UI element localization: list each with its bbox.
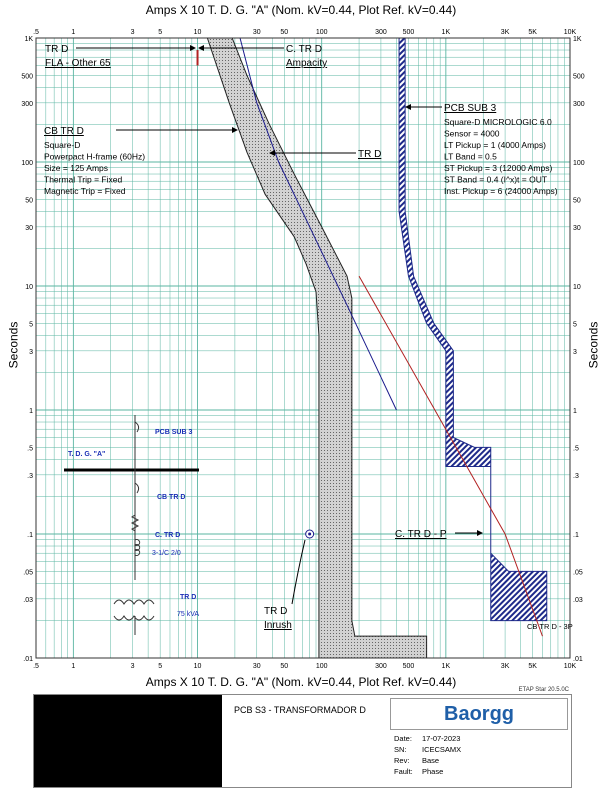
x-tick-label-bottom: 100 [315, 663, 328, 670]
annotations [44, 44, 573, 631]
annotation-pcb: Sensor = 4000 [444, 128, 500, 139]
annotation-pcb: Inst. Pickup = 6 (24000 Amps) [444, 186, 558, 196]
y-tick-label-left: 1K [24, 36, 33, 43]
x-tick-label-bottom: 1K [441, 663, 451, 670]
sn-label: SN: [394, 745, 407, 754]
y-tick-label-left: 10 [25, 284, 33, 291]
redacted-area [34, 695, 222, 787]
cable-label: C. TR D [155, 532, 181, 539]
x-tick-label-bottom: 500 [402, 663, 415, 670]
x-tick-label-bottom: 3K [500, 663, 510, 670]
y-tick-label-right: 100 [573, 160, 585, 167]
y-tick-label-left: 500 [21, 73, 33, 81]
annotation-ctrd_amp: C. TR D [286, 44, 322, 55]
pcb-breaker-symbol [135, 422, 139, 432]
fault-value: Phase [422, 767, 444, 776]
annotation-pcb: ST Pickup = 3 (12000 Amps) [444, 163, 553, 173]
y-tick-label-right: .01 [573, 656, 583, 663]
annotation-pcb: Square-D MICROLOGIC 6.0 [444, 117, 552, 127]
rev-value: Base [422, 756, 440, 765]
y-axis-label-left: Seconds [6, 321, 21, 369]
fault-label: Fault: [394, 767, 413, 776]
y-tick-label-left: 3 [29, 348, 33, 356]
y-tick-label-right: .03 [573, 596, 583, 604]
annotation-cbtrd: Magnetic Trip = Fixed [44, 186, 126, 196]
x-tick-label-bottom: .5 [33, 663, 39, 670]
x-tick-label-top: 5 [158, 29, 163, 36]
y-axis-label-right: Seconds [586, 321, 601, 369]
y-tick-label-left: 5 [29, 321, 33, 329]
x-tick-label-bottom: 10K [563, 663, 577, 670]
x-tick-label-bottom: 1 [71, 663, 76, 670]
x-tick-label-bottom: 50 [280, 663, 289, 670]
y-tick-label-right: 3 [573, 348, 577, 356]
y-tick-label-left: 30 [25, 224, 33, 232]
xfmr-label: TR D [180, 594, 197, 601]
y-tick-label-left: .5 [27, 445, 33, 453]
sn-value: ICECSAMX [422, 745, 462, 754]
y-tick-label-left: 50 [25, 197, 33, 205]
trd-inrush-point-center [308, 533, 311, 536]
y-tick-label-right: 1K [573, 36, 582, 43]
date-label: Date: [394, 734, 412, 743]
y-tick-label-right: 30 [573, 224, 581, 232]
y-tick-label-left: 100 [21, 160, 33, 167]
annotation-pcb: LT Band = 0.5 [444, 151, 497, 162]
x-tick-label-bottom: 5 [158, 663, 163, 670]
x-tick-label-bottom: 300 [375, 663, 387, 670]
title-block [33, 694, 572, 788]
x-tick-label-top: .5 [33, 29, 39, 36]
bus-label: T. D. G. "A" [68, 451, 106, 458]
xfmr-rating: 75 kVA [177, 611, 200, 618]
y-tick-label-left: 300 [21, 100, 33, 108]
arrow-pcb [405, 104, 411, 110]
annotation-ctrd_amp: Ampacity [286, 58, 328, 69]
x-axis-title-top: Amps X 10 T. D. G. "A" (Nom. kV=0.44, Plot Ref. kV=0.44) [145, 3, 457, 17]
annotation-cbtrd: Size = 125 Amps [44, 163, 109, 173]
x-tick-label-top: 300 [375, 29, 387, 36]
company-logo: Baorgg [390, 698, 568, 730]
y-tick-label-right: 5 [573, 321, 577, 329]
x-tick-label-top: 500 [402, 29, 415, 36]
etap-version: ETAP Star 20.5.0C [518, 687, 569, 693]
x-tick-label-top: 3K [500, 29, 510, 36]
y-tick-label-left: .03 [23, 596, 33, 604]
y-tick-label-left: .1 [27, 532, 33, 539]
y-tick-label-right: 50 [573, 197, 581, 205]
annotation-trd_fla: FLA - Other 65 [45, 58, 111, 69]
annotation-pcb: LT Pickup = 1 (4000 Amps) [444, 140, 546, 150]
x-tick-label-top: 1 [71, 29, 76, 36]
arrow-ctrdp [477, 530, 483, 536]
annotation-cbtrd: Square-D [44, 140, 81, 150]
y-tick-label-right: 10 [573, 284, 581, 291]
annotation-cbtrd: CB TR D [44, 126, 84, 137]
x-tick-label-top: 100 [315, 29, 328, 36]
date-value: 17-07-2023 [422, 734, 461, 743]
x-tick-label-top: 1K [441, 29, 451, 36]
annotation-inrush: TR D [264, 606, 288, 617]
y-tick-label-right: 500 [573, 73, 585, 81]
y-tick-label-left: .01 [23, 656, 33, 663]
x-tick-label-top: 30 [252, 29, 261, 36]
y-tick-label-left: 1 [29, 408, 33, 415]
cb-label: CB TR D [157, 494, 186, 501]
annotation-pcb: PCB SUB 3 [444, 103, 497, 114]
y-tick-label-right: .1 [573, 532, 579, 539]
y-tick-label-left: .05 [23, 569, 33, 577]
annotation-pcb: ST Band = 0.4 (I^x)t = OUT [444, 174, 548, 185]
annotation-trd_fla: TR D [45, 44, 69, 55]
cable-spec: 3-1/C 2/0 [152, 550, 181, 557]
one-line-diagram [64, 415, 199, 635]
x-tick-label-top: 5K [528, 29, 537, 36]
annotation-cbtrd: Thermal Trip = Fixed [44, 174, 123, 185]
y-tick-label-right: .5 [573, 445, 579, 453]
y-tick-label-right: .05 [573, 569, 583, 577]
x-tick-label-top: 3 [130, 29, 135, 36]
x-tick-label-bottom: 10 [193, 663, 202, 670]
pcb-label: PCB SUB 3 [155, 429, 193, 436]
study-meta [394, 733, 461, 777]
x-tick-label-top: 50 [280, 29, 289, 36]
annotation-inrush: Inrush [264, 620, 292, 631]
y-tick-label-left: .3 [27, 472, 33, 480]
x-tick-label-bottom: 5K [528, 663, 537, 670]
cb-trd-band [207, 38, 426, 658]
y-tick-label-right: .3 [573, 472, 579, 480]
x-tick-label-top: 10K [563, 29, 577, 36]
annotation-trd: TR D [358, 149, 382, 160]
x-tick-label-bottom: 30 [252, 663, 261, 670]
annotation-ctrdp: C. TR D - P [395, 529, 447, 540]
study-description: PCB S3 - TRANSFORMADOR D [234, 705, 366, 715]
cb-breaker-symbol [135, 483, 139, 493]
x-tick-label-bottom: 3 [130, 663, 135, 670]
rev-label: Rev: [394, 756, 410, 765]
x-tick-label-top: 10 [193, 29, 202, 36]
annotation-cbtrd: Powerpact H-frame (60Hz) [44, 151, 146, 162]
y-tick-label-right: 300 [573, 100, 585, 108]
annotation-cbtrd3p: CB TR D - 3P [527, 622, 573, 631]
y-tick-label-right: 1 [573, 408, 577, 415]
x-axis-title-bottom: Amps X 10 T. D. G. "A" (Nom. kV=0.44, Plot Ref. kV=0.44) [145, 675, 457, 689]
